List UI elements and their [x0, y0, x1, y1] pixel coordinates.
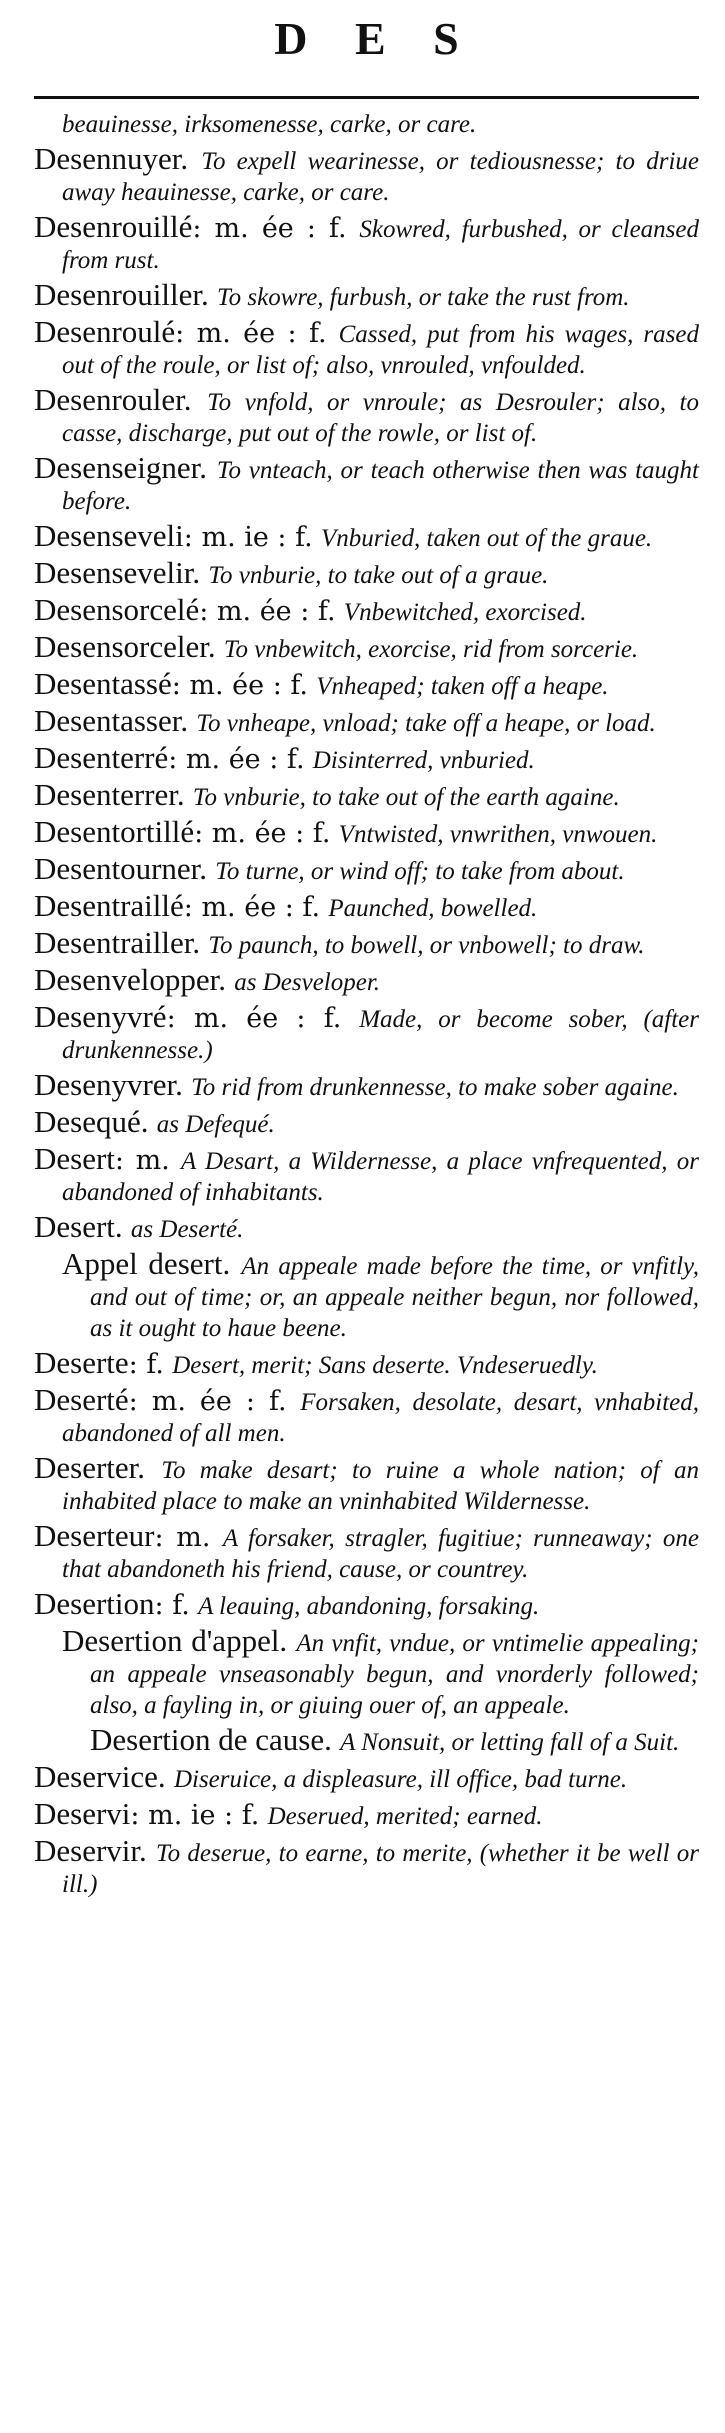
dictionary-entry: [34, 1520, 699, 1585]
entry-definition: A Desart, a Wildernesse, a place vnfrequented, or abandoned of inhabitants.: [62, 1148, 699, 1206]
entry-grammar: : m. ée : f.: [171, 670, 309, 701]
entry-definition: A leauing, abandoning, forsaking.: [198, 1593, 540, 1620]
entry-definition: Made, or become sober, (after drunkennesse.): [62, 1006, 700, 1064]
dictionary-entry: [34, 1069, 699, 1103]
dictionary-entry: [34, 316, 699, 381]
entry-definition: To vnfold, or vnroule; as Desrouler; also, to casse, discharge, put out of the rowle, or list of.: [62, 389, 699, 447]
dictionary-entry: [34, 1452, 699, 1517]
running-head: D E S: [274, 13, 477, 64]
entry-headword: Desert.: [34, 1209, 123, 1244]
dictionary-entry: [34, 631, 699, 665]
dictionary-entry: [34, 1625, 699, 1721]
entry-headword: Desert: [34, 1141, 115, 1176]
entry-grammar: : m. ée : f.: [175, 318, 327, 349]
entry-grammar: : m.: [154, 1522, 211, 1553]
entry-definition: Desert, merit; Sans deserte. Vndeseruedly.: [172, 1352, 598, 1379]
entry-definition: Vntwisted, vnwrithen, vnwouen.: [338, 821, 658, 848]
entry-definition: To vnburie, to take out of the earth againe.: [192, 784, 620, 811]
dictionary-entry: [34, 742, 699, 776]
dictionary-entry: [34, 1761, 699, 1795]
entry-headword: Desenroulé: [34, 314, 176, 349]
dictionary-entry: [34, 211, 699, 276]
entry-headword: Desenseigner.: [34, 450, 208, 485]
dictionary-entry: [34, 890, 699, 924]
entry-headword: Desequé.: [34, 1104, 149, 1139]
entry-grammar: : m. ie : f.: [183, 522, 313, 553]
entry-definition: To rid from drunkennesse, to make sober againe.: [191, 1074, 679, 1101]
entry-headword: Desenyvrer.: [34, 1067, 183, 1102]
entry-definition: To paunch, to bowell, or vnbowell; to draw.: [208, 932, 645, 959]
dictionary-entry: [34, 1384, 699, 1449]
entry-headword: Deserte: [34, 1345, 129, 1380]
dictionary-entry: [34, 705, 699, 739]
dictionary-entry: [34, 109, 699, 140]
dictionary-entry: [34, 452, 699, 517]
dictionary-entry: [34, 853, 699, 887]
entry-list: [34, 109, 699, 1900]
dictionary-entry: [34, 1347, 699, 1381]
dictionary-entry: [34, 279, 699, 313]
entry-definition: Paunched, bowelled.: [328, 895, 538, 922]
entry-headword: Desensorcelé: [34, 592, 200, 627]
entry-headword: Desenrouler.: [34, 382, 192, 417]
dictionary-entry: [34, 816, 699, 850]
entry-definition: Diseruice, a displeasure, ill office, bad turne.: [173, 1766, 628, 1793]
entry-definition: Vnheaped; taken off a heape.: [316, 673, 609, 700]
entry-definition: To vnburie, to take out of a graue.: [208, 562, 549, 589]
entry-grammar: : m. ée : f.: [194, 818, 331, 849]
entry-headword: Desenvelopper.: [34, 962, 226, 997]
entry-definition: To expell wearinesse, or tediousnesse; to driue away heauinesse, carke, or care.: [62, 148, 699, 206]
entry-grammar: : m. ée : f.: [183, 892, 321, 923]
entry-grammar: : m.: [114, 1145, 170, 1176]
entry-headword: Deservi: [34, 1796, 131, 1831]
entry-definition: beauinesse, irksomenesse, carke, or care.: [62, 111, 477, 138]
entry-definition: To vnteach, or teach otherwise then was taught before.: [62, 457, 700, 515]
dictionary-entry: [34, 520, 699, 554]
entry-definition: An vnfit, vndue, or vntimelie appealing; an appeale vnseasonably begun, and vnorderly followed; also, a fayling in, or giuing ouer of, an appeale.: [90, 1630, 699, 1719]
entry-definition: as Deserté.: [130, 1216, 244, 1243]
entry-headword: Deserté: [34, 1382, 129, 1417]
dictionary-entry: [34, 1724, 699, 1758]
entry-definition: A Nonsuit, or letting fall of a Suit.: [340, 1729, 680, 1756]
entry-headword: Deservir.: [34, 1833, 147, 1868]
dictionary-entry: [34, 557, 699, 591]
entry-headword: Desensevelir.: [34, 555, 201, 590]
entry-definition: as Desveloper.: [234, 969, 381, 996]
entry-definition: Disinterred, vnburied.: [312, 747, 535, 774]
dictionary-entry: [34, 1106, 699, 1140]
dictionary-entry: [34, 964, 699, 998]
entry-definition: To deserue, to earne, to merite, (whether it be well or ill.): [62, 1840, 699, 1898]
dictionary-entry: [34, 1001, 699, 1066]
entry-definition: Vnbewitched, exorcised.: [343, 599, 587, 626]
entry-grammar: : m. ée : f.: [199, 596, 336, 627]
entry-headword: Desertion d'appel.: [62, 1623, 288, 1658]
dictionary-entry: [34, 1798, 699, 1832]
entry-headword: Desenrouillé: [34, 209, 193, 244]
entry-headword: Desenterré: [34, 740, 169, 775]
entry-grammar: : f.: [154, 1590, 190, 1621]
entry-headword: Desentourner.: [34, 851, 208, 886]
entry-grammar: : m. ie : f.: [130, 1800, 260, 1831]
entry-headword: Desenrouiller.: [34, 277, 209, 312]
entry-grammar: : m. ée : f.: [168, 744, 305, 775]
entry-grammar: : m. ée : f.: [128, 1386, 287, 1417]
entry-definition: To turne, or wind off; to take from about.: [215, 858, 625, 885]
dictionary-entry: [34, 143, 699, 208]
dictionary-entry: [34, 594, 699, 628]
entry-grammar: : m. ée : f.: [166, 1003, 342, 1034]
entry-headword: Desentraillé: [34, 888, 184, 923]
dictionary-entry: [34, 1143, 699, 1208]
entry-headword: Desenyvré: [34, 999, 167, 1034]
dictionary-entry: [34, 1211, 699, 1245]
entry-definition: Deserued, merited; earned.: [267, 1803, 543, 1830]
entry-grammar: : f.: [128, 1349, 164, 1380]
entry-definition: To make desart; to ruine a whole nation; of an inhabited place to make an vninhabited Wildernesse.: [62, 1457, 700, 1515]
entry-definition: To vnbewitch, exorcise, rid from sorcerie.: [223, 636, 639, 663]
entry-headword: Deserter.: [34, 1450, 146, 1485]
dictionary-entry: [34, 1248, 699, 1344]
entry-headword: Desensorceler.: [34, 629, 216, 664]
entry-definition: Vnburied, taken out of the graue.: [320, 525, 653, 552]
entry-definition: as Defequé.: [156, 1111, 275, 1138]
entry-definition: Forsaken, desolate, desart, vnhabited, abandoned of all men.: [62, 1389, 700, 1447]
dictionary-entry: [34, 668, 699, 702]
dictionary-entry: [34, 927, 699, 961]
entry-headword: Appel desert.: [62, 1246, 231, 1281]
entry-definition: Skowred, furbushed, or cleansed from rust.: [62, 216, 699, 274]
entry-headword: Desentortillé: [34, 814, 195, 849]
entry-definition: To skowre, furbush, or take the rust from.: [217, 284, 630, 311]
entry-headword: Desennuyer.: [34, 141, 189, 176]
entry-headword: Desenterrer.: [34, 777, 185, 812]
dictionary-entry: [34, 1588, 699, 1622]
entry-headword: Deservice.: [34, 1759, 166, 1794]
entry-definition: A forsaker, stragler, fugitiue; runneaway; one that abandoneth his friend, cause, or countrey.: [62, 1525, 699, 1583]
header-rule: [34, 96, 699, 99]
dictionary-entry: [34, 779, 699, 813]
dictionary-entry: [34, 1835, 699, 1900]
entry-headword: Desentassé: [34, 666, 172, 701]
entry-headword: Desertion: [34, 1586, 155, 1621]
entry-headword: Desertion de cause.: [90, 1722, 332, 1757]
entry-headword: Desentasser.: [34, 703, 189, 738]
entry-headword: Desentrailler.: [34, 925, 201, 960]
entry-definition: Cassed, put from his wages, rased out of the roule, or list of; also, vnrouled, vnfoulded.: [62, 321, 699, 379]
entry-definition: To vnheape, vnload; take off a heape, or load.: [196, 710, 656, 737]
entry-grammar: : m. ée : f.: [192, 213, 347, 244]
entry-definition: An appeale made before the time, or vnfitly, and out of time; or, an appeale neither begun, nor followed, as it ought to haue beene.: [90, 1253, 699, 1342]
dictionary-entry: [34, 384, 699, 449]
entry-headword: Deserteur: [34, 1518, 155, 1553]
entry-headword: Desenseveli: [34, 518, 184, 553]
